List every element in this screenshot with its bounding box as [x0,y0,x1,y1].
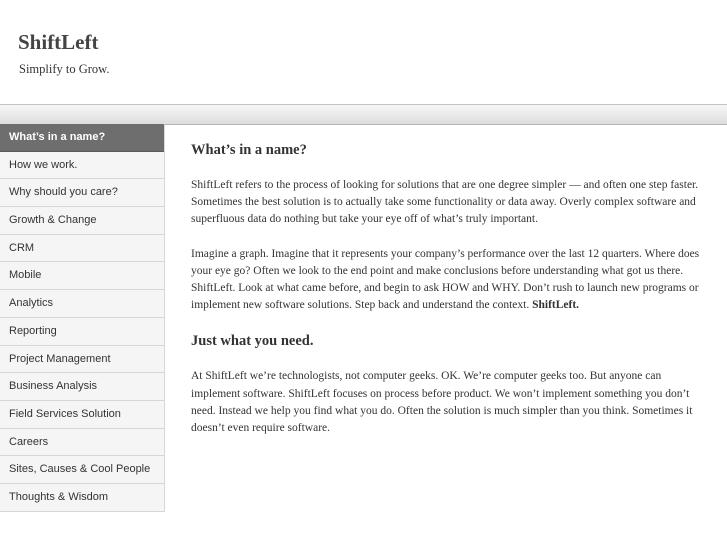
sidebar-item-analytics[interactable]: Analytics [0,290,164,318]
site-tagline: Simplify to Grow. [19,62,110,76]
top-nav-bar [0,104,727,125]
main-content [191,140,713,454]
site-title[interactable]: ShiftLeft [18,30,99,54]
sidebar-item-why-should-you-care[interactable]: Why should you care? [0,179,164,207]
sidebar-item-careers[interactable]: Careers [0,429,164,457]
paragraph [191,246,713,315]
section-heading-whats-in-a-name: What’s in a name? [191,142,307,158]
site-header [0,0,727,106]
sidebar-nav [0,124,165,512]
sidebar-item-sites-causes-cool-people[interactable]: Sites, Causes & Cool People [0,456,164,484]
sidebar-item-how-we-work[interactable]: How we work. [0,152,164,180]
emphasis-text: ShiftLeft. [532,299,580,312]
sidebar-item-field-services-solution[interactable]: Field Services Solution [0,401,164,429]
sidebar-item-business-analysis[interactable]: Business Analysis [0,373,164,401]
section-heading-just-what-you-need: Just what you need. [191,333,314,350]
sidebar-item-reporting[interactable]: Reporting [0,318,164,346]
sidebar-item-thoughts-wisdom[interactable]: Thoughts & Wisdom [0,484,164,512]
sidebar-item-growth-change[interactable]: Growth & Change [0,207,164,235]
sidebar-item-mobile[interactable]: Mobile [0,262,164,290]
sidebar-item-crm[interactable]: CRM [0,235,164,263]
sidebar-item-project-management[interactable]: Project Management [0,346,164,374]
paragraph: ShiftLeft refers to the process of looking for solutions that are one degree simpler — and often one step faster. Sometimes the best solution is to actually take some functionality or data away. Overly complex software and superfluous data do nothing but take your eye off of what’s truly important. [191,179,699,226]
sidebar-item-whats-in-a-name[interactable]: What’s in a name? [0,124,164,152]
paragraph-text: Imagine a graph. Imagine that it represents your company’s performance over the last 12 quarters. Where does your eye go? Often we look to the end point and make conclusions before understanding what got us there. ShiftLeft. Look at what came before, and begin to ask HOW and WHY. Don’t rush to launch new programs or implement new software solutions. Step back and understand the context. [191,247,700,312]
paragraph: At ShiftLeft we’re technologists, not computer geeks. OK. We’re computer geeks too. But anyone can implement software. ShiftLeft focuses on process before product. We won’t implement something you don’t need. Instead we help you find what you do. Often the solution is much simpler than you think. Sometimes it doesn’t even require software. [191,370,693,435]
